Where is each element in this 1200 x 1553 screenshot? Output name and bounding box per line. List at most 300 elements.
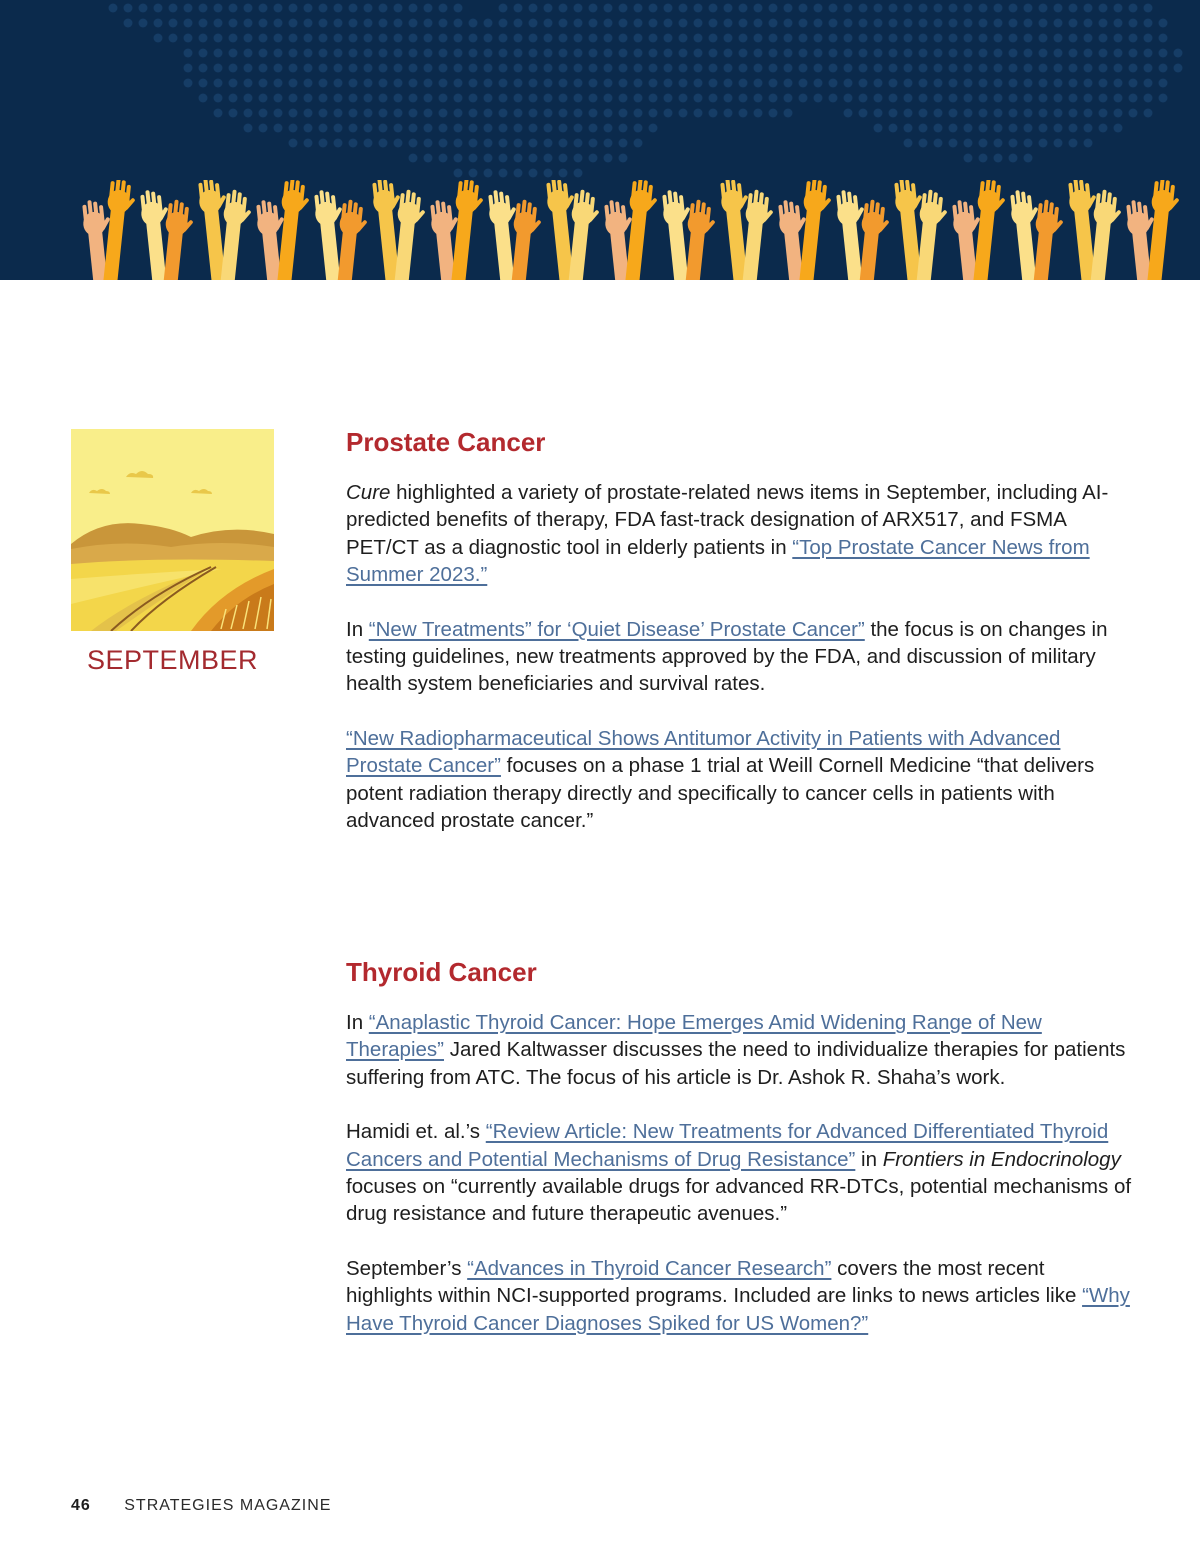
map-dot xyxy=(379,94,388,103)
map-dot xyxy=(424,4,433,13)
map-dot xyxy=(274,109,283,118)
map-dot xyxy=(769,19,778,28)
map-dot xyxy=(469,124,478,133)
map-dot xyxy=(499,4,508,13)
map-dot xyxy=(979,139,988,148)
map-dot xyxy=(1099,34,1108,43)
map-dot xyxy=(634,19,643,28)
map-dot xyxy=(1039,19,1048,28)
map-dot xyxy=(1144,64,1153,73)
thyroid-cancer-heading: Thyroid Cancer xyxy=(346,957,537,987)
map-dot xyxy=(529,79,538,88)
map-dot xyxy=(349,19,358,28)
map-dot xyxy=(784,19,793,28)
map-dot xyxy=(544,154,553,163)
map-dot xyxy=(904,124,913,133)
map-dot xyxy=(1054,124,1063,133)
map-dot xyxy=(334,124,343,133)
map-dot xyxy=(259,79,268,88)
map-dot xyxy=(424,64,433,73)
map-dot xyxy=(424,124,433,133)
map-dot xyxy=(964,19,973,28)
map-dot xyxy=(469,34,478,43)
map-dot xyxy=(1129,79,1138,88)
map-dot xyxy=(1114,109,1123,118)
map-dot xyxy=(529,34,538,43)
map-dot xyxy=(934,19,943,28)
map-dot xyxy=(934,64,943,73)
review-article-link[interactable]: “Review Article: New Treatments for Advanced Differentiated Thyroid Cancers and Potential Mechanisms of Drug Resistance” xyxy=(346,1120,1109,1171)
map-dot xyxy=(289,4,298,13)
map-dot xyxy=(214,109,223,118)
map-dot xyxy=(364,94,373,103)
map-dot xyxy=(439,109,448,118)
map-dot xyxy=(904,19,913,28)
map-dot xyxy=(514,4,523,13)
map-dot xyxy=(574,94,583,103)
map-dot xyxy=(799,64,808,73)
map-dot xyxy=(454,109,463,118)
map-dot xyxy=(544,139,553,148)
map-dot xyxy=(274,34,283,43)
map-dot xyxy=(634,49,643,58)
map-dot xyxy=(394,49,403,58)
map-dot xyxy=(289,64,298,73)
map-dot xyxy=(259,4,268,13)
map-dot xyxy=(484,34,493,43)
map-dot xyxy=(754,109,763,118)
map-dot xyxy=(319,49,328,58)
map-dot xyxy=(619,154,628,163)
map-dot xyxy=(604,49,613,58)
map-dot xyxy=(469,49,478,58)
map-dot xyxy=(724,109,733,118)
map-dot xyxy=(289,109,298,118)
map-dot xyxy=(694,19,703,28)
map-dot xyxy=(1054,4,1063,13)
map-dot xyxy=(904,79,913,88)
new-radiopharmaceutical-link[interactable]: “New Radiopharmaceutical Shows Antitumor Activity in Patients with Advanced Prostate Cancer” xyxy=(346,726,1061,778)
map-dot xyxy=(679,34,688,43)
map-dot xyxy=(154,19,163,28)
map-dot xyxy=(709,109,718,118)
magazine-title: STRATEGIES MAGAZINE xyxy=(124,1497,332,1514)
map-dot xyxy=(514,109,523,118)
map-dot xyxy=(604,79,613,88)
map-dot xyxy=(1009,124,1018,133)
map-dot xyxy=(379,34,388,43)
map-dot xyxy=(649,124,658,133)
map-dot xyxy=(934,4,943,13)
map-dot xyxy=(904,109,913,118)
map-dot xyxy=(889,109,898,118)
map-dot xyxy=(484,19,493,28)
map-dot xyxy=(874,49,883,58)
map-dot xyxy=(1144,4,1153,13)
map-dot xyxy=(679,79,688,88)
map-dot xyxy=(859,109,868,118)
map-dot xyxy=(379,79,388,88)
map-dot xyxy=(724,94,733,103)
map-dot xyxy=(1084,19,1093,28)
map-dot xyxy=(1159,94,1168,103)
map-dot xyxy=(979,79,988,88)
map-dot xyxy=(664,34,673,43)
map-dot xyxy=(1099,49,1108,58)
map-dot xyxy=(409,124,418,133)
map-dot xyxy=(169,19,178,28)
map-dot xyxy=(1039,139,1048,148)
paragraph-text: In xyxy=(346,617,369,641)
map-dot xyxy=(769,79,778,88)
map-dot xyxy=(994,124,1003,133)
map-dot xyxy=(499,19,508,28)
new-treatments-quiet-disease-link[interactable]: “New Treatments” for ‘Quiet Disease’ Prostate Cancer” xyxy=(368,617,865,641)
map-dot xyxy=(934,49,943,58)
raised-hands-illustration xyxy=(0,180,1200,280)
map-dot xyxy=(784,49,793,58)
prostate-cancer-section xyxy=(346,425,1136,861)
map-dot xyxy=(1069,4,1078,13)
map-dot xyxy=(604,34,613,43)
map-dot xyxy=(424,94,433,103)
map-dot xyxy=(934,139,943,148)
map-dot xyxy=(919,34,928,43)
map-dot xyxy=(949,124,958,133)
map-dot xyxy=(934,79,943,88)
top-prostate-cancer-news-link[interactable]: “Top Prostate Cancer News from Summer 2023.” xyxy=(346,535,1090,587)
map-dot xyxy=(1099,64,1108,73)
map-dot xyxy=(544,124,553,133)
map-dot xyxy=(334,94,343,103)
map-dot xyxy=(349,34,358,43)
map-dot xyxy=(244,49,253,58)
map-dot xyxy=(769,34,778,43)
thyroid-diagnoses-spiked-link[interactable]: “Why Have Thyroid Cancer Diagnoses Spiked for US Women?” xyxy=(346,1284,1130,1335)
map-dot xyxy=(709,34,718,43)
map-dot xyxy=(334,19,343,28)
map-dot xyxy=(814,79,823,88)
map-dot xyxy=(364,64,373,73)
map-dot xyxy=(169,4,178,13)
map-dot xyxy=(1009,4,1018,13)
map-dot xyxy=(259,49,268,58)
map-dot xyxy=(379,19,388,28)
map-dot xyxy=(1069,139,1078,148)
map-dot xyxy=(709,4,718,13)
map-dot xyxy=(184,4,193,13)
map-dot xyxy=(739,49,748,58)
map-dot xyxy=(829,19,838,28)
map-dot xyxy=(919,139,928,148)
map-dot xyxy=(199,4,208,13)
map-dot xyxy=(394,109,403,118)
map-dot xyxy=(439,19,448,28)
map-dot xyxy=(1039,79,1048,88)
map-dot xyxy=(859,4,868,13)
map-dot xyxy=(604,109,613,118)
map-dot xyxy=(319,64,328,73)
map-dot xyxy=(574,49,583,58)
map-dot xyxy=(514,49,523,58)
map-dot xyxy=(409,94,418,103)
map-dot xyxy=(364,4,373,13)
map-dot xyxy=(409,49,418,58)
map-dot xyxy=(274,4,283,13)
map-dot xyxy=(919,79,928,88)
map-dot xyxy=(889,49,898,58)
map-dot xyxy=(424,79,433,88)
map-dot xyxy=(754,19,763,28)
map-dot xyxy=(469,94,478,103)
map-dot xyxy=(619,124,628,133)
map-dot xyxy=(1114,19,1123,28)
map-dot xyxy=(709,64,718,73)
map-dot xyxy=(439,79,448,88)
map-dot xyxy=(1144,34,1153,43)
map-dot xyxy=(814,4,823,13)
map-dot xyxy=(679,94,688,103)
map-dot xyxy=(439,4,448,13)
map-dot xyxy=(304,79,313,88)
map-dot xyxy=(514,34,523,43)
map-dot xyxy=(304,94,313,103)
map-dot xyxy=(424,19,433,28)
map-dot xyxy=(694,49,703,58)
map-dot xyxy=(589,49,598,58)
map-dot xyxy=(394,4,403,13)
map-dot xyxy=(829,64,838,73)
map-dot xyxy=(1024,79,1033,88)
map-dot xyxy=(484,94,493,103)
map-dot xyxy=(844,94,853,103)
map-dot xyxy=(1009,109,1018,118)
map-dot xyxy=(424,109,433,118)
map-dot xyxy=(529,124,538,133)
map-dot xyxy=(1144,49,1153,58)
map-dot xyxy=(304,109,313,118)
map-dot xyxy=(574,109,583,118)
map-dot xyxy=(874,64,883,73)
map-dot xyxy=(394,124,403,133)
map-dot xyxy=(484,49,493,58)
map-dot xyxy=(724,34,733,43)
map-dot xyxy=(484,79,493,88)
map-dot xyxy=(739,4,748,13)
map-dot xyxy=(919,19,928,28)
map-dot xyxy=(319,109,328,118)
map-dot xyxy=(124,4,133,13)
map-dot xyxy=(559,169,568,178)
map-dot xyxy=(979,94,988,103)
map-dot xyxy=(139,4,148,13)
map-dot xyxy=(619,49,628,58)
map-dot xyxy=(424,139,433,148)
map-dot xyxy=(649,34,658,43)
header-banner xyxy=(0,0,1200,280)
map-dot xyxy=(319,4,328,13)
map-dot xyxy=(364,19,373,28)
map-dot xyxy=(1099,124,1108,133)
map-dot xyxy=(1054,139,1063,148)
map-dot xyxy=(334,34,343,43)
map-dot xyxy=(994,79,1003,88)
paragraph-text: highlighted a variety of prostate-related news items in September, including AI-predicted benefits of therapy, FDA fast-track designation of ARX517, and FSMA PET/CT as a diagnostic tool in elderly patients in xyxy=(346,481,1109,559)
map-dot xyxy=(349,49,358,58)
map-dot xyxy=(604,139,613,148)
map-dot xyxy=(739,64,748,73)
map-dot xyxy=(754,49,763,58)
map-dot xyxy=(499,49,508,58)
map-dot xyxy=(994,4,1003,13)
map-dot xyxy=(544,169,553,178)
map-dot xyxy=(319,124,328,133)
map-dot xyxy=(634,4,643,13)
map-dot xyxy=(529,139,538,148)
map-dot xyxy=(394,94,403,103)
map-dot xyxy=(544,19,553,28)
map-dot xyxy=(274,49,283,58)
map-dot xyxy=(754,79,763,88)
map-dot xyxy=(184,79,193,88)
map-dot xyxy=(1114,4,1123,13)
map-dot xyxy=(349,64,358,73)
map-dot xyxy=(184,34,193,43)
map-dot xyxy=(874,109,883,118)
map-dot xyxy=(1069,94,1078,103)
map-dot xyxy=(364,139,373,148)
map-dot xyxy=(559,19,568,28)
map-dot xyxy=(619,79,628,88)
map-dot xyxy=(694,34,703,43)
map-dot xyxy=(334,4,343,13)
map-dot xyxy=(289,139,298,148)
map-dot xyxy=(379,64,388,73)
map-dot xyxy=(439,124,448,133)
map-dot xyxy=(979,19,988,28)
map-dot xyxy=(1159,34,1168,43)
paragraph-text: in xyxy=(855,1147,883,1171)
map-dot xyxy=(514,79,523,88)
map-dot xyxy=(424,154,433,163)
map-dot xyxy=(619,139,628,148)
map-dot xyxy=(589,109,598,118)
map-dot xyxy=(1009,64,1018,73)
map-dot xyxy=(574,19,583,28)
map-dot xyxy=(409,64,418,73)
map-dot xyxy=(109,4,118,13)
map-dot xyxy=(919,94,928,103)
map-dot xyxy=(1159,79,1168,88)
map-dot xyxy=(229,64,238,73)
map-dot xyxy=(619,94,628,103)
map-dot xyxy=(454,64,463,73)
map-dot xyxy=(604,19,613,28)
map-dot xyxy=(499,94,508,103)
anaplastic-thyroid-cancer-link[interactable]: “Anaplastic Thyroid Cancer: Hope Emerges Amid Widening Range of New Therapies” xyxy=(346,1011,1042,1062)
map-dot xyxy=(1099,19,1108,28)
map-dot xyxy=(919,64,928,73)
map-dot xyxy=(769,94,778,103)
map-dot xyxy=(1054,94,1063,103)
map-dot xyxy=(229,19,238,28)
map-dot xyxy=(679,19,688,28)
map-dot xyxy=(649,109,658,118)
map-dot xyxy=(199,64,208,73)
map-dot xyxy=(694,4,703,13)
map-dot xyxy=(274,19,283,28)
map-dot xyxy=(604,64,613,73)
map-dot xyxy=(484,124,493,133)
map-dot xyxy=(529,154,538,163)
map-dot xyxy=(589,64,598,73)
map-dot xyxy=(649,19,658,28)
map-dot xyxy=(454,49,463,58)
map-dot xyxy=(769,64,778,73)
map-dot xyxy=(379,124,388,133)
map-dot xyxy=(949,34,958,43)
map-dot xyxy=(649,79,658,88)
map-dot xyxy=(529,94,538,103)
map-dot xyxy=(589,124,598,133)
map-dot xyxy=(184,49,193,58)
map-dot xyxy=(439,49,448,58)
map-dot xyxy=(1009,19,1018,28)
map-dot xyxy=(649,49,658,58)
advances-thyroid-research-link[interactable]: “Advances in Thyroid Cancer Research” xyxy=(467,1256,832,1280)
map-dot xyxy=(244,124,253,133)
map-dot xyxy=(949,109,958,118)
map-dot xyxy=(844,79,853,88)
map-dot xyxy=(1129,94,1138,103)
map-dot xyxy=(1084,124,1093,133)
map-dot xyxy=(454,79,463,88)
map-dot xyxy=(1159,19,1168,28)
map-dot xyxy=(754,64,763,73)
map-dot xyxy=(304,19,313,28)
map-dot xyxy=(184,19,193,28)
map-dot xyxy=(214,64,223,73)
map-dot xyxy=(739,94,748,103)
map-dot xyxy=(964,109,973,118)
prostate-cancer-heading: Prostate Cancer xyxy=(346,427,546,457)
map-dot xyxy=(1099,94,1108,103)
map-dot xyxy=(664,4,673,13)
map-dot xyxy=(724,64,733,73)
map-dot xyxy=(964,64,973,73)
map-dot xyxy=(904,94,913,103)
map-dot xyxy=(409,19,418,28)
map-dot xyxy=(664,109,673,118)
map-dot xyxy=(559,94,568,103)
map-dot xyxy=(409,4,418,13)
map-dot xyxy=(844,4,853,13)
map-dot xyxy=(724,49,733,58)
map-dot xyxy=(844,64,853,73)
map-dot xyxy=(1024,124,1033,133)
map-dot xyxy=(1144,79,1153,88)
map-dot xyxy=(409,154,418,163)
paragraph-text: Jared Kaltwasser discusses the need to individualize therapies for patients suffering from ATC. The focus of his article is Dr. Ashok R. Shaha’s work. xyxy=(346,1038,1126,1089)
map-dot xyxy=(604,94,613,103)
map-dot xyxy=(619,109,628,118)
map-dot xyxy=(994,34,1003,43)
map-dot xyxy=(1039,124,1048,133)
paragraph-text: focuses on a phase 1 trial at Weill Cornell Medicine “that delivers potent radiation therapy directly and specifically to cancer cells in patients with advanced prostate cancer.” xyxy=(346,754,1095,833)
map-dot xyxy=(874,79,883,88)
map-dot xyxy=(1099,4,1108,13)
map-dot xyxy=(559,79,568,88)
